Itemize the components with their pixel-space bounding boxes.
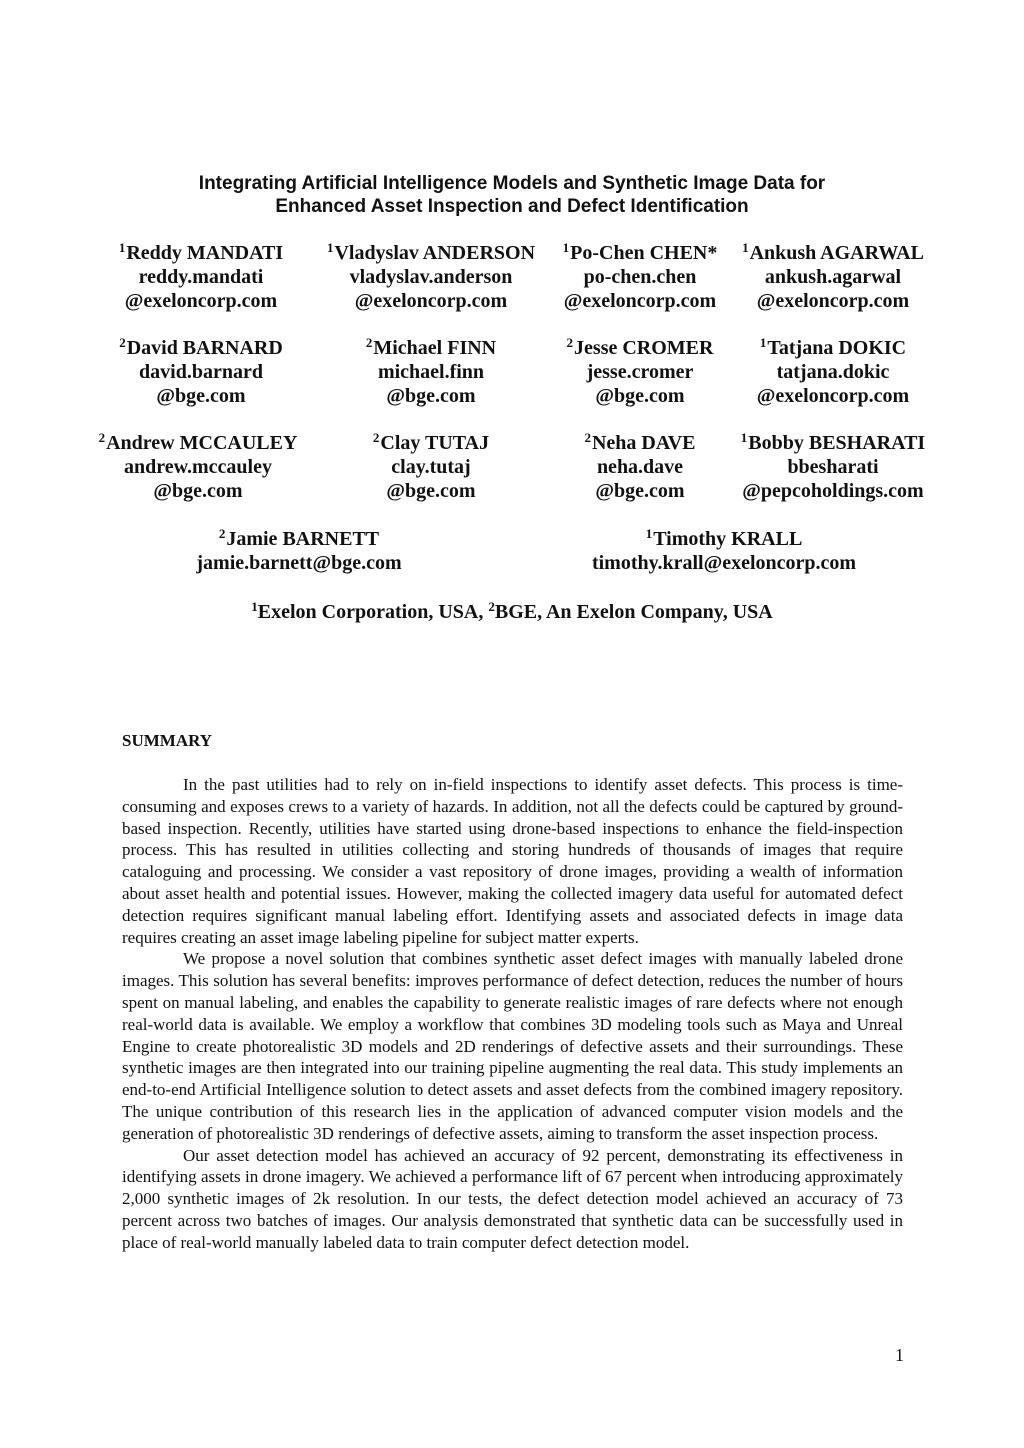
page-number: 1 [895,1345,904,1365]
author-block [311,241,551,313]
author-email-domain: @bge.com [156,385,246,407]
section-heading-summary: SUMMARY [122,731,213,750]
author-affiliation-mark: 2 [119,335,126,350]
author-row-3 [0,431,1024,503]
author-block [311,336,551,408]
author-email-domain: @exeloncorp.com [756,385,910,407]
author-email-domain: @bge.com [386,480,476,502]
author-name: Ankush AGARWAL [749,242,924,264]
author-email: jamie.barnett@bge.com [196,552,402,574]
author-affiliation-mark: 1 [326,240,334,255]
author-name: Michael FINN [373,337,497,359]
author-name: Andrew MCCAULEY [106,432,298,454]
author-email-domain: @exeloncorp.com [124,290,278,312]
author-block [149,527,449,575]
author-name: Reddy MANDATI [126,242,284,264]
summary-paragraph-2: We propose a novel solution that combines synthetic asset defect images with manually labeled drone images. This solution has several benefits: improves performance of defect detection, reduces the number of hours spent on manual labeling, and enables the capability to generate realistic images of rare defects where not enough real-world data is available. We employ a workflow that combines 3D modeling tools such as Maya and Unreal Engine to create photorealistic 3D models and 2D renderings of defective assets and their surroundings. These synthetic images are then integrated into our training pipeline augmenting the real data. This study implements an end-to-end Artificial Intelligence solution to detect assets and asset defects from the combined imagery repository. The unique contribution of this research lies in the application of advanced computer vision models and the generation of photorealistic 3D renderings of defective assets, aiming to transform the asset inspection process. [122,949,903,1143]
author-row-1 [0,241,1024,313]
author-email-domain: @bge.com [595,385,685,407]
author-affiliation-mark: 2 [98,430,106,445]
author-email: timothy.krall@exeloncorp.com [591,552,857,574]
author-block [713,336,953,408]
author-block [713,241,953,313]
author-email-domain: @bge.com [153,480,243,502]
author-row-4 [0,527,1024,599]
author-name: Po-Chen CHEN* [570,242,718,264]
paper-title [0,172,1024,218]
author-affiliation-mark: 2 [566,335,574,350]
author-email-domain: @bge.com [386,385,476,407]
author-affiliation-mark: 1 [742,240,749,255]
author-email-user: clay.tutaj [391,456,471,478]
summary-paragraph-3: Our asset detection model has achieved an accuracy of 92 percent, demonstrating its effectiveness in identifying assets in drone imagery. We achieved a performance lift of 67 percent when introducing approximately 2,000 synthetic images of 2k resolution. In our tests, the defect detection model achieved an accuracy of 73 percent across two batches of images. Our analysis demonstrated that synthetic data can be successfully used in place of real-world manually labeled data to train computer defect detection model. [122,1145,903,1252]
author-block [81,336,321,408]
author-name: Vladyslav ANDERSON [334,242,536,264]
author-email-user: ankush.agarwal [764,266,902,288]
author-email-user: reddy.mandati [138,266,264,288]
author-name: David BARNARD [126,337,283,359]
author-name: Clay TUTAJ [380,432,490,454]
author-affiliation-mark: 2 [584,430,591,445]
author-affiliation-mark: 1 [759,335,767,350]
author-name: Bobby BESHARATI [748,432,926,454]
author-name: Tatjana DOKIC [767,337,907,359]
author-name: Jamie BARNETT [226,528,380,550]
author-email-domain: @exeloncorp.com [756,290,910,312]
title-line-1: Integrating Artificial Intelligence Models and Synthetic Image Data for [198,173,826,194]
author-name: Timothy KRALL [653,528,803,550]
author-affiliation-mark: 1 [562,240,570,255]
author-email-user: po-chen.chen [583,266,697,288]
author-block [81,241,321,313]
affiliations [0,600,1024,624]
affiliation-mark-2: 2 [488,599,495,614]
author-row-2 [0,336,1024,408]
affiliation-2: BGE, An Exelon Company, USA [494,601,773,623]
author-email-user: bbesharati [787,456,879,478]
author-name: Neha DAVE [591,432,696,454]
author-email-domain: @bge.com [595,480,685,502]
author-affiliation-mark: 2 [372,430,380,445]
author-email-user: andrew.mccauley [124,456,272,478]
author-block [78,431,318,503]
author-email-user: jesse.cromer [586,361,694,383]
summary-body [122,774,903,1254]
author-affiliation-mark: 1 [645,526,653,541]
author-email-domain: @exeloncorp.com [563,290,717,312]
author-email-user: michael.finn [377,361,485,383]
author-email-user: vladyslav.anderson [349,266,513,288]
author-affiliation-mark: 1 [740,430,748,445]
affiliation-1: Exelon Corporation, USA, [257,601,489,623]
author-affiliation-mark: 2 [365,335,373,350]
author-affiliation-mark: 2 [218,526,226,541]
affiliation-mark-1: 1 [251,599,258,614]
author-block [544,527,904,575]
title-line-2: Enhanced Asset Inspection and Defect Identification [275,196,749,217]
author-email-user: neha.dave [596,456,684,478]
author-affiliation-mark: 1 [118,240,126,255]
author-email-user: tatjana.dokic [776,361,890,383]
author-name: Jesse CROMER [574,337,714,359]
summary-paragraph-1: In the past utilities had to rely on in-field inspections to identify asset defects. This process is time-consuming and exposes crews to a variety of hazards. In addition, not all the defects could be captured by ground-based inspection. Recently, utilities have started using drone-based inspections to enhance the field-inspection process. This has resulted in utilities collecting and storing hundreds of thousands of images that require cataloguing and processing. We consider a vast repository of drone images, providing a wealth of information about asset health and potential issues. However, making the collected imagery data useful for automated defect detection requires significant manual labeling effort. Identifying assets and associated defects in image data requires creating an asset image labeling pipeline for subject matter experts. [122,775,903,947]
author-email-domain: @exeloncorp.com [354,290,508,312]
author-block [713,431,953,503]
author-email-user: david.barnard [139,361,263,383]
author-email-domain: @pepcoholdings.com [742,480,924,502]
author-block [311,431,551,503]
